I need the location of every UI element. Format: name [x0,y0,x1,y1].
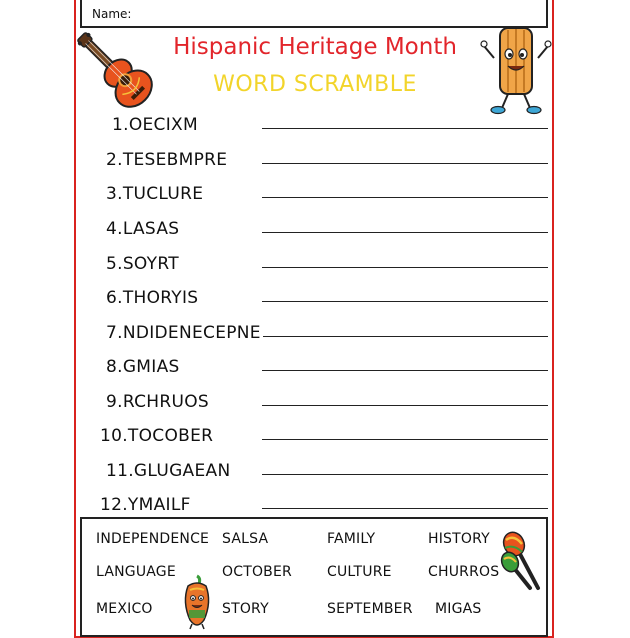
worksheet-subtitle: WORD SCRAMBLE [213,72,417,97]
scramble-item [0,148,630,178]
scrambled-word: 9.RCHRUOS [106,392,209,412]
scramble-item [0,390,630,420]
scramble-item [0,321,630,351]
name-box[interactable] [80,0,548,28]
scrambled-word: 4.LASAS [106,219,180,239]
answer-line[interactable] [262,267,548,268]
scramble-item [0,286,630,316]
scrambled-word: 12.YMAILF [100,495,191,515]
word-bank-item: INDEPENDENCE [96,531,210,547]
scrambled-word: 6.THORYIS [106,288,199,308]
scramble-item [0,459,630,489]
scramble-item [0,424,630,454]
answer-line[interactable] [262,439,548,440]
word-bank-item: SEPTEMBER [327,601,413,617]
scrambled-word: 1.OECIXM [112,115,198,135]
word-bank-item: STORY [222,601,269,617]
answer-line[interactable] [262,232,548,233]
worksheet-title: Hispanic Heritage Month [173,34,457,60]
answer-line[interactable] [262,128,548,129]
scramble-item [0,182,630,212]
scrambled-word: 7.NDIDENECEPNE [106,323,261,343]
word-bank-item: CULTURE [327,564,392,580]
answer-line[interactable] [262,197,548,198]
word-bank-item: OCTOBER [222,564,292,580]
name-label: Name: [92,7,132,21]
answer-line[interactable] [262,301,548,302]
maracas-icon [500,530,546,592]
answer-line[interactable] [262,163,548,164]
word-bank-item: MIGAS [435,601,482,617]
scrambled-word: 5.SOYRT [106,254,179,274]
answer-line[interactable] [263,336,548,337]
word-bank-item: CHURROS [428,564,500,580]
word-bank-item: MEXICO [96,601,153,617]
scrambled-word: 2.TESEBMPRE [106,150,228,170]
scramble-item [0,252,630,282]
word-bank-item: SALSA [222,531,269,547]
answer-line[interactable] [262,474,548,475]
answer-line[interactable] [262,508,548,509]
word-bank-item: HISTORY [428,531,490,547]
answer-line[interactable] [262,370,548,371]
scrambled-word: 10.TOCOBER [100,426,214,446]
scrambled-word: 8.GMIAS [106,357,180,377]
chili-pepper-icon [180,574,214,630]
answer-line[interactable] [262,405,548,406]
scrambled-word: 11.GLUGAEAN [106,461,231,481]
scramble-item [0,355,630,385]
scrambled-word: 3.TUCLURE [106,184,204,204]
scramble-item [0,217,630,247]
word-bank-item: FAMILY [327,531,376,547]
scramble-item [0,113,630,143]
word-bank-item: LANGUAGE [96,564,176,580]
